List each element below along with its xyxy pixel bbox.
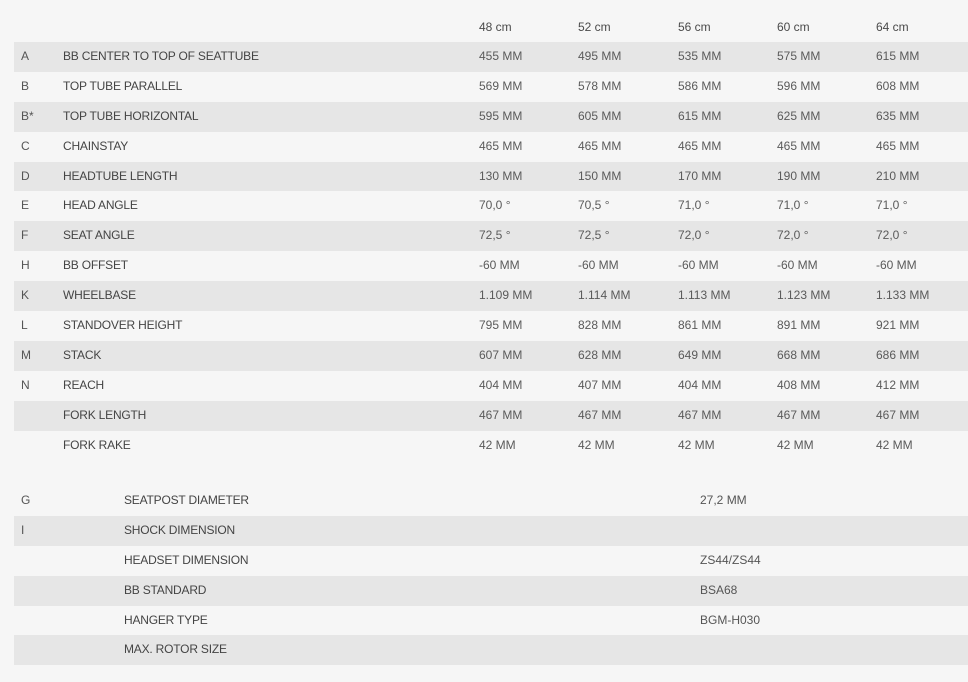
row-letter: H: [21, 258, 30, 273]
table-row: [14, 486, 968, 516]
row-label: HEADSET DIMENSION: [124, 552, 249, 567]
geometry-table: [14, 12, 968, 460]
row-label: TOP TUBE PARALLEL: [63, 78, 183, 93]
row-value: BSA68: [700, 582, 738, 597]
row-letter: L: [21, 318, 28, 333]
row-value: 615 MM: [678, 108, 722, 123]
row-value: 42 MM: [777, 437, 814, 452]
row-label: TOP TUBE HORIZONTAL: [63, 108, 199, 123]
row-value: 569 MM: [479, 78, 523, 93]
row-value: 71,0 °: [777, 198, 809, 213]
table-row: [14, 162, 968, 192]
row-value: 615 MM: [876, 49, 920, 63]
row-label: HEAD ANGLE: [63, 198, 138, 213]
row-value: 795 MM: [479, 318, 523, 333]
row-label: REACH: [63, 377, 105, 392]
row-value: 1.114 MM: [578, 288, 631, 303]
row-value: 412 MM: [876, 377, 920, 392]
table-row: [14, 251, 968, 281]
row-value: 72,0 °: [678, 228, 710, 243]
row-label: BB CENTER TO TOP OF SEATTUBE: [63, 49, 259, 63]
row-value: 686 MM: [876, 347, 920, 362]
row-value: 27,2 MM: [700, 493, 747, 507]
row-letter: E: [21, 198, 30, 213]
table-row: [14, 311, 968, 341]
row-value: -60 MM: [578, 258, 619, 273]
row-value: 70,5 °: [578, 198, 610, 213]
row-value: 586 MM: [678, 78, 722, 93]
table-row: [14, 221, 968, 251]
geometry-header-row: [14, 12, 968, 42]
row-value: 465 MM: [678, 138, 722, 153]
row-value: 71,0 °: [678, 198, 710, 213]
table-row: [14, 191, 968, 221]
row-value: 408 MM: [777, 377, 821, 392]
table-row: [14, 132, 968, 162]
row-label: FORK LENGTH: [63, 407, 147, 422]
size-column-header: 64 cm: [876, 20, 909, 34]
row-value: 861 MM: [678, 318, 722, 333]
row-label: MAX. ROTOR SIZE: [124, 642, 227, 657]
row-value: 210 MM: [876, 168, 920, 183]
table-row: [14, 42, 968, 72]
row-value: 72,5 °: [578, 228, 610, 243]
row-label: SHOCK DIMENSION: [124, 522, 236, 537]
row-value: 921 MM: [876, 318, 920, 333]
row-value: 467 MM: [678, 407, 722, 422]
row-value: 535 MM: [678, 49, 722, 63]
row-value: 455 MM: [479, 49, 523, 63]
row-value: 1.133 MM: [876, 288, 930, 303]
table-row: [14, 576, 968, 606]
row-value: 1.113 MM: [678, 288, 731, 303]
row-value: 578 MM: [578, 78, 622, 93]
row-value: 575 MM: [777, 49, 821, 63]
row-value: 635 MM: [876, 108, 920, 123]
row-value: 595 MM: [479, 108, 523, 123]
row-value: 608 MM: [876, 78, 920, 93]
size-column-header: 60 cm: [777, 20, 810, 34]
row-value: 625 MM: [777, 108, 821, 123]
table-row: [14, 281, 968, 311]
row-value: 465 MM: [479, 138, 523, 153]
row-letter: D: [21, 168, 30, 183]
row-letter: C: [21, 138, 30, 153]
row-value: 407 MM: [578, 377, 622, 392]
row-value: 607 MM: [479, 347, 523, 362]
table-row: [14, 546, 968, 576]
geometry-table-body: [14, 42, 968, 460]
size-column-header: 48 cm: [479, 20, 512, 34]
row-letter: I: [21, 522, 25, 537]
row-value: -60 MM: [479, 258, 520, 273]
row-value: 1.123 MM: [777, 288, 831, 303]
size-column-header: 52 cm: [578, 20, 611, 34]
row-value: 628 MM: [578, 347, 622, 362]
row-letter: M: [21, 347, 31, 362]
row-letter: F: [21, 228, 29, 243]
row-value: 42 MM: [876, 437, 913, 452]
row-value: ZS44/ZS44: [700, 552, 761, 567]
row-value: 467 MM: [578, 407, 622, 422]
row-value: -60 MM: [777, 258, 818, 273]
row-value: 495 MM: [578, 49, 622, 63]
row-label: BB OFFSET: [63, 258, 128, 273]
row-label: SEATPOST DIAMETER: [124, 493, 249, 507]
table-row: [14, 341, 968, 371]
row-label: HANGER TYPE: [124, 612, 208, 627]
row-value: 668 MM: [777, 347, 821, 362]
row-value: 72,0 °: [777, 228, 809, 243]
row-value: 190 MM: [777, 168, 821, 183]
row-value: -60 MM: [876, 258, 917, 273]
row-letter: G: [21, 493, 31, 507]
size-column-header: 56 cm: [678, 20, 711, 34]
row-label: FORK RAKE: [63, 437, 131, 452]
row-value: 467 MM: [876, 407, 920, 422]
table-row: [14, 401, 968, 431]
table-row: [14, 431, 968, 461]
table-row: [14, 606, 968, 636]
row-value: BGM-H030: [700, 612, 761, 627]
row-value: 42 MM: [578, 437, 615, 452]
row-value: 150 MM: [578, 168, 622, 183]
row-value: 130 MM: [479, 168, 523, 183]
row-value: 649 MM: [678, 347, 722, 362]
row-value: -60 MM: [678, 258, 719, 273]
table-row: [14, 72, 968, 102]
table-row: [14, 102, 968, 132]
row-value: 828 MM: [578, 318, 622, 333]
row-value: 1.109 MM: [479, 288, 533, 303]
row-value: 605 MM: [578, 108, 622, 123]
table-row: [14, 516, 968, 546]
row-value: 404 MM: [479, 377, 523, 392]
row-value: 70,0 °: [479, 198, 511, 213]
row-value: 465 MM: [578, 138, 622, 153]
row-value: 71,0 °: [876, 198, 908, 213]
table-row: [14, 635, 968, 665]
row-value: 404 MM: [678, 377, 722, 392]
row-letter: N: [21, 377, 30, 392]
row-value: 596 MM: [777, 78, 821, 93]
row-label: CHAINSTAY: [63, 138, 129, 153]
row-value: 72,5 °: [479, 228, 511, 243]
row-letter: B: [21, 78, 30, 93]
row-letter: A: [21, 49, 30, 63]
row-label: BB STANDARD: [124, 582, 207, 597]
row-letter: B*: [21, 108, 34, 123]
row-value: 891 MM: [777, 318, 821, 333]
row-value: 170 MM: [678, 168, 722, 183]
table-row: [14, 371, 968, 401]
row-value: 465 MM: [876, 138, 920, 153]
row-label: STACK: [63, 347, 102, 362]
row-value: 465 MM: [777, 138, 821, 153]
row-label: STANDOVER HEIGHT: [63, 318, 183, 333]
components-table: [14, 486, 968, 665]
row-label: SEAT ANGLE: [63, 228, 135, 243]
row-label: WHEELBASE: [63, 288, 136, 303]
row-value: 42 MM: [479, 437, 516, 452]
row-label: HEADTUBE LENGTH: [63, 168, 178, 183]
row-letter: K: [21, 288, 30, 303]
row-value: 72,0 °: [876, 228, 908, 243]
row-value: 467 MM: [479, 407, 523, 422]
row-value: 42 MM: [678, 437, 715, 452]
row-value: 467 MM: [777, 407, 821, 422]
